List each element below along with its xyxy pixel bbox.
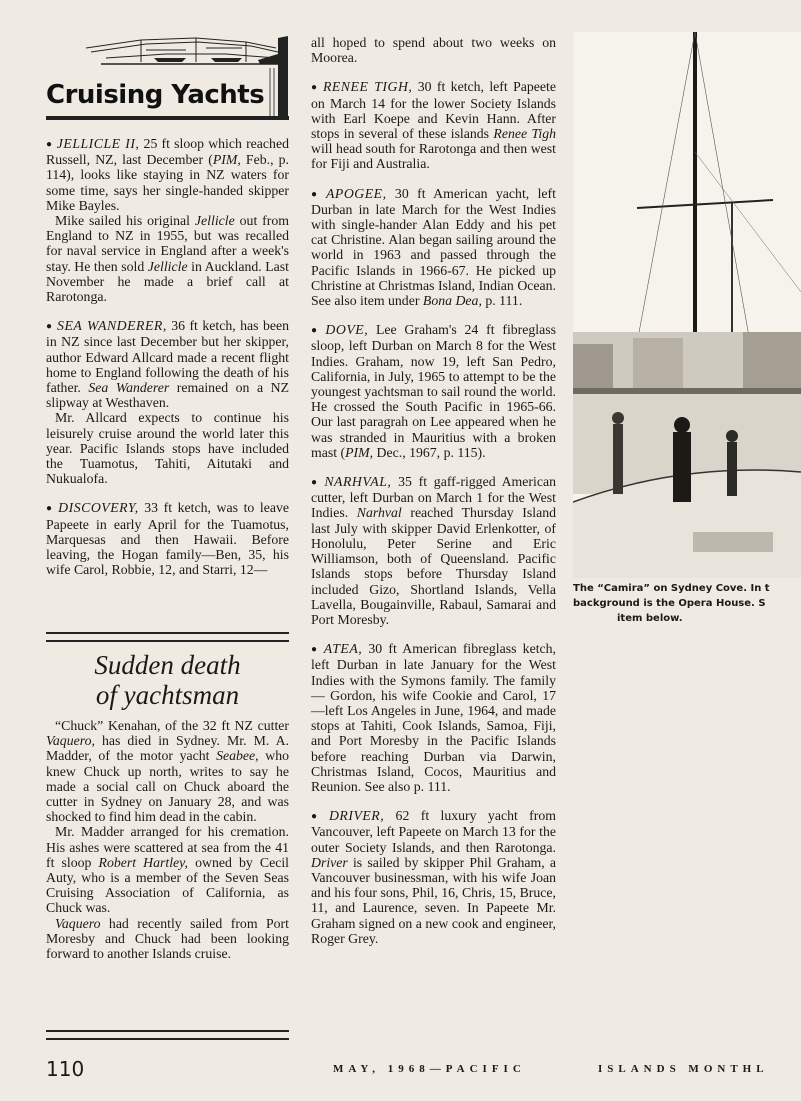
bullet-icon: ● [311,477,321,489]
item-atea: ● ATEA, 30 ft American fibreglass ketch, left Durban in late January for the West Indies with the Symons family. The family — Gordon, his wife Cookie and Carol, 17—left Los Angeles in June, 1964, and made stops at Tahiti, Cook Islands, Samoa, Fiji, and Port Moresby in the Pacific Islands before reaching Durban via Darwin, Christmas Island, Cocos, Mauritius and Reunion. See also p. 111. [311,641,556,794]
sudden-p1: “Chuck” Kenahan, of the 32 ft NZ cutter Vaquero, has died in Sydney. Mr. M. A. Madder, of the motor yacht Seabee, who knew Chuck up north, writes to say he made a social call on Chuck aboard the cutter in Sydney on January 28, and was shocked to find him dead in the cabin. [46,718,289,825]
cruising-yachts-logo [46,28,289,122]
bullet-icon: ● [46,139,53,150]
box-headline-1: Sudden death [94,650,241,680]
item-apogee: ● APOGEE, 30 ft American yacht, left Durban in late March for the West Indies with single-hander Alan Eddy and his pet cat Christine. Alan began sailing around the world in 1963 and passed through the Pacific Islands in 1966-67. He picked up Christine at Christmas Island, Indian Ocean. See also item under Bona Dea, p. 111. [311,185,556,309]
sudden-p2: Mr. Madder arranged for his cremation. His ashes were scattered at sea from the 41 ft sloop Robert Hartley, owned by Cecil Auty, who is a member of the Seven Seas Cruising Association of California, as Chuck was. [46,824,289,916]
bullet-icon: ● [311,82,319,94]
yacht-photo-illustration [573,32,801,578]
bullet-icon: ● [311,644,320,656]
sudden-p3: Vaquero had recently sailed from Port Moresby and Chuck had been looking forward to another Islands cruise. [46,915,289,962]
camira-photo [573,32,801,578]
item-dove: ● DOVE, Lee Graham's 24 ft fibreglass sloop, left Durban on March 8 for the West Indies. Graham, now 19, left San Pedro, California, in July, 1965 to attempt to be the youngest yachtsman to sail round the world. He crossed the South Pacific in 1965-66. Our last paragrah on Lee appeared when he was stranded in Mauritius with a broken mast (PIM, Dec., 1967, p. 115). [311,322,556,460]
discovery-continued: all hoped to spend about two weeks on Moorea. [311,35,556,66]
bullet-icon: ● [46,321,54,333]
item-discovery: ● DISCOVERY, 33 ft ketch, was to leave Papeete in early April for the Tuamotus, Marquesas and then Hawaii. Before leaving, the Hogan family—Ben, 35, his wife Carol, Robbie, 12, and Starri, 12— [46,500,289,578]
box-rule-top [46,632,289,642]
bullet-icon: ● [311,188,322,200]
photo-caption: The “Camira” on Sydney Cove. In t background is the Opera House. S item below. [573,583,770,624]
item-renee-tigh: ● RENEE TIGH, 30 ft ketch, left Papeete on March 14 for the lower Society Islands with Earl Koepe and Kevin Hann. After stops in several of these islands Renee Tigh will head south for Rarotonga and then west for Fiji and Australia. [311,79,556,172]
item-narhval: ● NARHVAL, 35 ft gaff-rigged American cutter, left Durban on March 1 for the West Indies. Narhval reached Thursday Island last July with skipper David Erlenkotter, of Honolulu, Peter Serine and Eric Williamson, both of Queensland. Pacific Islands stops before Thursday Island included Gizo, Shortland Islands, Vella Lavella, Bougainville, Rabaul, Samarai and Port Moresby. [311,474,556,627]
box-rule-bottom [46,1030,289,1040]
bullet-icon: ● [311,325,322,337]
item-jellicle-cont: Mike sailed his original Jellicle out from England to NZ in 1955, but was recalled for naval service in England after a week's stay. He then sold Jellicle in Auckland. Last November he made a brief call at Rarotonga. [46,213,289,305]
section-title: Cruising Yachts [46,80,265,110]
item-driver: ● DRIVER, 62 ft luxury yacht from Vancouver, left Papeete on March 13 for the outer Society Islands, and then Rarotonga. Driver is sailed by skipper Phil Graham, a Vancouver businessman, with his wife Joan and his four sons, Phil, 16, Chris, 15, Bruce, 11, and Laurence, seven. In Papeete Mr. Graham signed on a new cook and engineer, Roger Grey. [311,808,556,946]
item-sea-wanderer-cont: Mr. Allcard expects to continue his leisurely cruise around the world later this year. Pacific Islands stops have included the Tuamotus, Tahiti, Aitutaki and Nukualofa. [46,410,289,487]
bullet-icon: ● [46,503,55,515]
item-sea-wanderer: ● SEA WANDERER, 36 ft ketch, has been in NZ since last December but her skipper, author Edward Allcard made a recent flight home to England following the death of his father. Sea Wanderer remained on a NZ slipway at Westhaven. [46,318,290,411]
item-jellicle: ● JELLICLE II, 25 ft sloop which reached Russell, NZ, last December (PIM, Feb., p. 114), looks like staying in NZ waters for some time, says her single-handed skipper Mike Bayles. [46,136,289,213]
title-rule [46,116,289,120]
bullet-icon: ● [311,811,325,823]
page-number: 110 [46,1057,85,1081]
sudden-death-box [46,650,289,961]
running-footer-right: ISLANDS MONTHL [598,1063,769,1075]
box-headline-2: of yachtsman [95,680,240,710]
running-footer-left: MAY, 1968—PACIFIC [333,1063,526,1075]
